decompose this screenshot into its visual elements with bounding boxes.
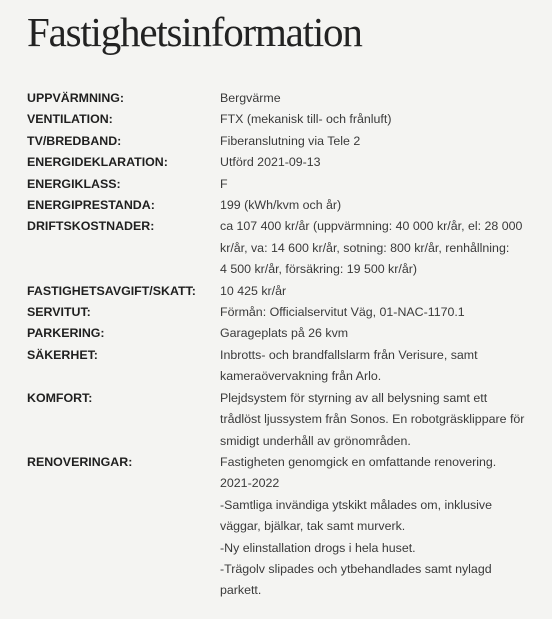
info-label: TV/BREDBAND: — [27, 133, 122, 148]
info-value — [220, 174, 547, 195]
info-row — [27, 109, 547, 130]
info-value-line: -Ny elinstallation drogs i hela huset. — [220, 540, 416, 555]
info-value-line: 10 425 kr/år — [220, 283, 287, 298]
info-value-line: Fiberanslutning via Tele 2 — [220, 133, 361, 148]
info-label: RENOVERINGAR: — [27, 454, 133, 469]
info-value-line: parkett. — [220, 583, 262, 598]
info-label: FASTIGHETSAVGIFT/SKATT: — [27, 283, 196, 298]
info-row — [27, 216, 547, 280]
info-label: PARKERING: — [27, 326, 105, 341]
info-value — [220, 152, 547, 173]
info-value-line: -Samtliga invändiga ytskikt målades om, inklusive — [220, 497, 493, 512]
info-row — [27, 152, 547, 173]
info-row — [27, 195, 547, 216]
property-info-rows — [27, 88, 547, 602]
info-value — [220, 388, 547, 452]
info-row — [27, 131, 547, 152]
info-value-line: Bergvärme — [220, 91, 281, 105]
info-value-line: 4 500 kr/år, försäkring: 19 500 kr/år) — [220, 262, 417, 277]
info-row — [27, 345, 547, 388]
info-row — [27, 323, 547, 344]
info-value-line: 199 (kWh/kvm och år) — [220, 198, 342, 213]
info-value-line: 2021-2022 — [220, 476, 280, 491]
info-value-line: Inbrotts- och brandfallslarm från Verisure, samt — [220, 347, 478, 362]
info-row — [27, 452, 547, 602]
info-label: VENTILATION: — [27, 112, 113, 127]
info-value-line: F — [220, 176, 228, 191]
info-value-line: Utförd 2021-09-13 — [220, 155, 321, 170]
info-value — [220, 323, 547, 344]
info-label: ENERGIPRESTANDA: — [27, 198, 155, 213]
info-value-line: Fastigheten genomgick en omfattande renovering. — [220, 454, 497, 469]
info-value-line: Plejdsystem för styrning av all belysning samt ett — [220, 390, 488, 405]
info-row — [27, 388, 547, 452]
info-value-line: smidigt underhåll av grönområden. — [220, 433, 411, 448]
info-value — [220, 281, 547, 302]
info-value-line: Förmån: Officialservitut Väg, 01-NAC-1170.1 — [220, 305, 465, 320]
info-row — [27, 302, 547, 323]
info-value — [220, 109, 547, 130]
info-label: KOMFORT: — [27, 390, 93, 405]
info-label: ENERGIDEKLARATION: — [27, 155, 168, 170]
info-value-line: FTX (mekanisk till- och frånluft) — [220, 112, 392, 127]
info-row — [27, 281, 547, 302]
info-label: DRIFTSKOSTNADER: — [27, 219, 155, 234]
info-value — [220, 345, 547, 388]
info-label: UPPVÄRMNING: — [27, 91, 125, 105]
info-value-line: trådlöst ljussystem från Sonos. En robotgräsklippare för — [220, 412, 525, 427]
info-value — [220, 131, 547, 152]
info-value-line: -Trägolv slipades och ytbehandlades samt nylagd — [220, 561, 492, 576]
info-value — [220, 302, 547, 323]
property-info-table — [27, 88, 547, 602]
info-value — [220, 216, 547, 280]
info-row — [27, 174, 547, 195]
info-value-line: kameraövervakning från Arlo. — [220, 369, 382, 384]
page-title: Fastighetsinformation — [27, 9, 362, 55]
info-value — [220, 195, 547, 216]
info-value-line: Garageplats på 26 kvm — [220, 326, 349, 341]
info-value — [220, 88, 547, 109]
info-value-line: kr/år, va: 14 600 kr/år, sotning: 800 kr/år, renhållning: — [220, 240, 510, 255]
info-row — [27, 88, 547, 109]
info-label: SÄKERHET: — [27, 347, 98, 362]
info-label: ENERGIKLASS: — [27, 176, 121, 191]
info-value — [220, 452, 547, 602]
info-value-line: ca 107 400 kr/år (uppvärmning: 40 000 kr/år, el: 28 000 — [220, 219, 523, 234]
info-label: SERVITUT: — [27, 305, 91, 320]
info-value-line: väggar, bjälkar, tak samt murverk. — [220, 519, 406, 534]
